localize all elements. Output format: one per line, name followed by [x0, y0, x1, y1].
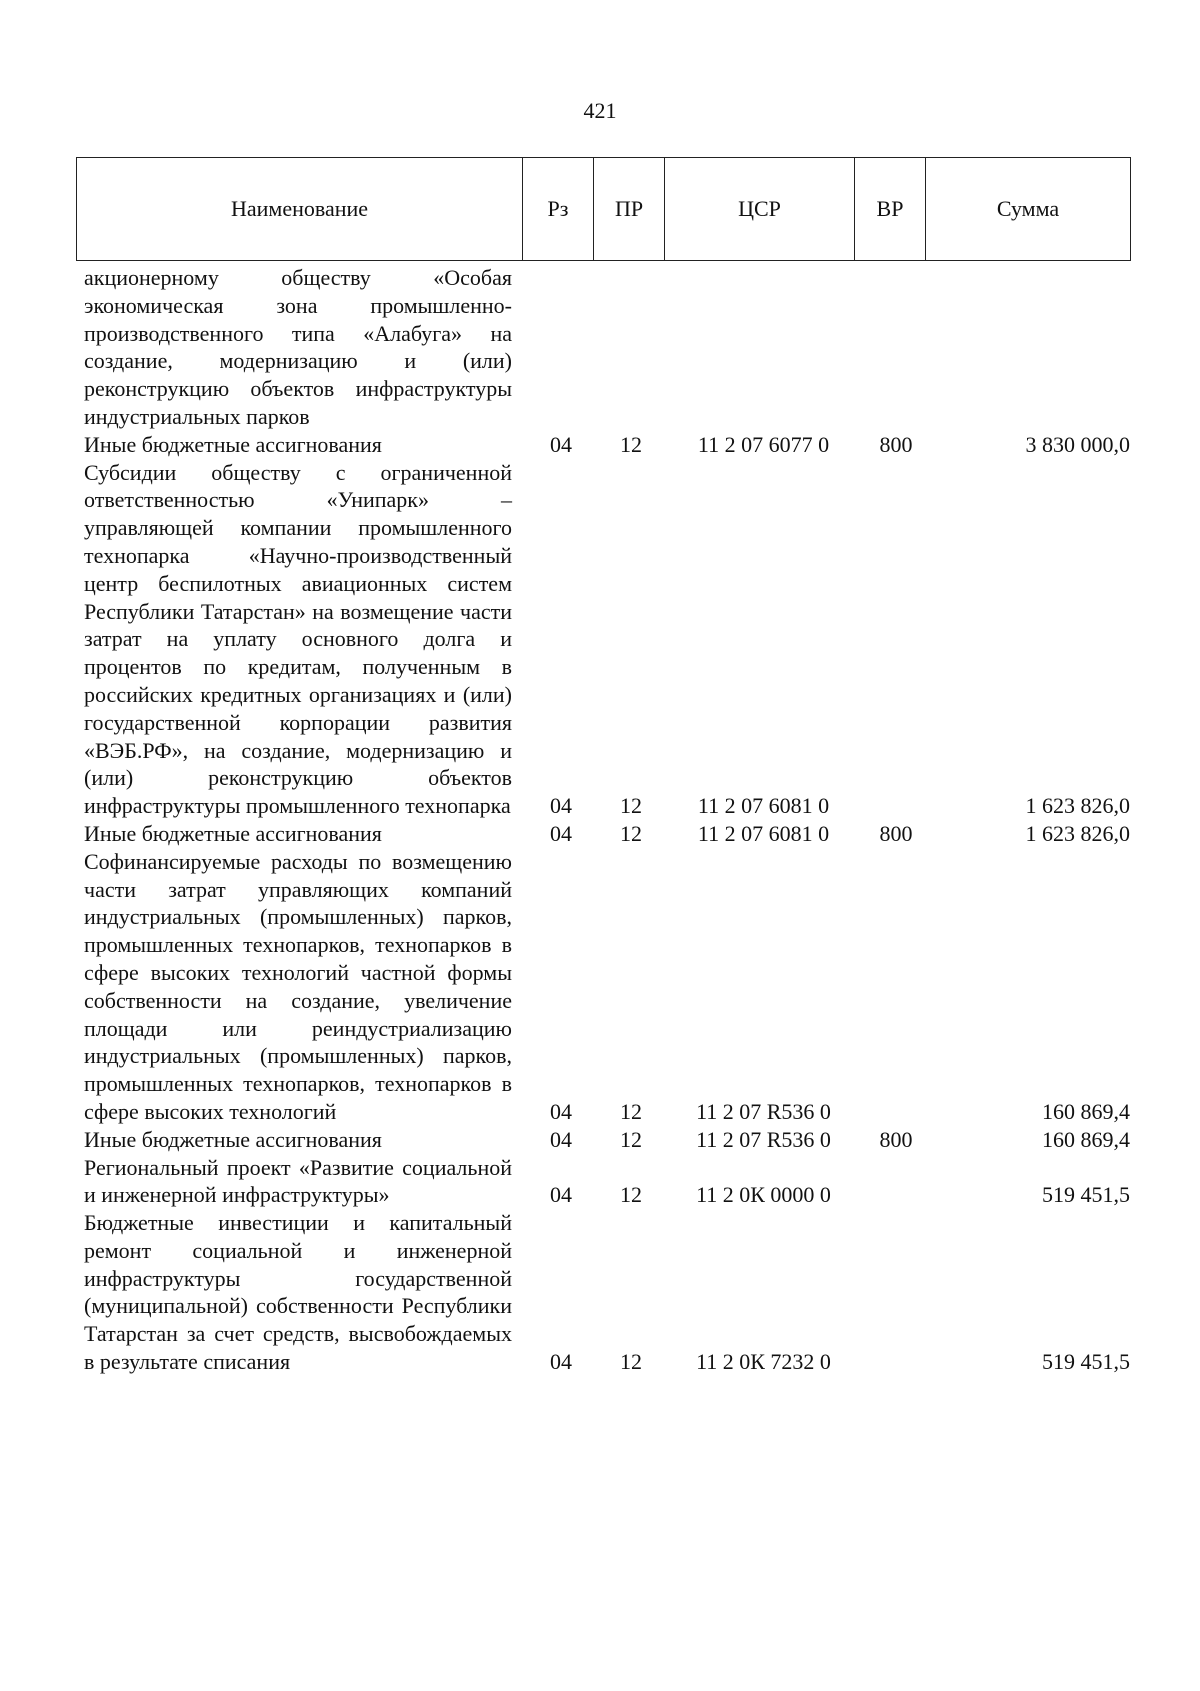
table-row	[84, 1126, 1134, 1154]
row-sum: 160 869,4	[1042, 1126, 1130, 1152]
row-name: Иные бюджетные ассигнования	[84, 820, 382, 846]
page-number: 421	[583, 98, 617, 123]
row-csr: 11 2 07 6081 0	[697, 820, 830, 846]
row-csr: 11 2 0К 7232 0	[696, 1349, 831, 1375]
row-pr: 12	[620, 1182, 642, 1208]
row-pr: 12	[620, 1349, 642, 1375]
row-name: акционерному обществу «Особая экономическая зона промышленно-производственного типа «Алабуга» на создание, модернизацию и (или) реконструкцию объектов инфраструктуры индустриальных парков	[84, 265, 512, 429]
row-pr: 12	[620, 820, 642, 846]
row-sum: 1 623 826,0	[1025, 820, 1130, 846]
table-row	[84, 264, 1134, 431]
row-rz: 04	[550, 793, 572, 819]
row-sum: 519 451,5	[1042, 1182, 1130, 1208]
row-name: Софинансируемые расходы по возмещению части затрат управляющих компаний индустриальных (промышленных) парков, промышленных технопарков, технопарков в сфере высоких технологий частной формы собственности на создание, увеличение площади или реиндустриализацию индустриальных (промышленных) парков, промышленных технопарков, технопарков в сфере высоких технологий	[84, 848, 512, 1124]
row-csr: 11 2 07 R536 0	[696, 1126, 831, 1152]
row-pr: 12	[620, 1126, 642, 1152]
row-pr: 12	[620, 431, 642, 457]
row-rz: 04	[550, 1126, 572, 1152]
table-row	[84, 1209, 1134, 1376]
row-rz: 04	[550, 820, 572, 846]
row-name: Бюджетные инвестиции и капитальный ремонт социальной и инженерной инфраструктуры государственной (муниципальной) собственности Республики Татарстан за счет средств, высвобождаемых в результате списания	[84, 1210, 512, 1375]
table-header	[76, 157, 1131, 261]
row-csr: 11 2 07 R536 0	[696, 1098, 831, 1124]
row-pr: 12	[620, 793, 642, 819]
row-name: Субсидии обществу с ограниченной ответственностью «Унипарк» – управляющей компании промышленного технопарка «Научно-производственный центр беспилотных авиационных систем Республики Татарстан» на возмещение части затрат на уплату основного долга и процентов по кредитам, полученным в российских кредитных организациях и (или) государственной корпорации развития «ВЭБ.РФ», на создание, модернизацию и (или) реконструкцию объектов инфраструктуры промышленного технопарка	[84, 459, 512, 819]
row-name: Иные бюджетные ассигнования	[84, 1126, 382, 1152]
header-name: Наименование	[77, 158, 523, 260]
row-name: Региональный проект «Развитие социальной и инженерной инфраструктуры»	[84, 1154, 512, 1208]
row-vr: 800	[879, 820, 913, 846]
table-row	[84, 431, 1134, 459]
row-vr: 800	[879, 431, 913, 457]
row-csr: 11 2 07 6077 0	[697, 431, 830, 457]
header-rz: Рз	[523, 158, 594, 260]
header-csr: ЦСР	[665, 158, 855, 260]
table-body	[84, 264, 1134, 1376]
table-row	[84, 1154, 1134, 1210]
row-rz: 04	[550, 1098, 572, 1124]
row-rz: 04	[550, 1349, 572, 1375]
row-sum: 1 623 826,0	[1025, 793, 1130, 819]
row-rz: 04	[550, 431, 572, 457]
row-sum: 3 830 000,0	[1025, 431, 1130, 457]
row-name: Иные бюджетные ассигнования	[84, 431, 382, 457]
header-pr: ПР	[594, 158, 665, 260]
row-sum: 160 869,4	[1042, 1098, 1130, 1124]
row-csr: 11 2 07 6081 0	[697, 793, 830, 819]
row-pr: 12	[620, 1098, 642, 1124]
table-row	[84, 820, 1134, 848]
row-sum: 519 451,5	[1042, 1349, 1130, 1375]
row-csr: 11 2 0К 0000 0	[696, 1182, 831, 1208]
header-sum: Сумма	[996, 196, 1060, 221]
row-rz: 04	[550, 1182, 572, 1208]
row-vr: 800	[879, 1126, 913, 1152]
table-row	[84, 459, 1134, 820]
table-row	[84, 848, 1134, 1126]
header-vr: ВР	[855, 158, 926, 260]
